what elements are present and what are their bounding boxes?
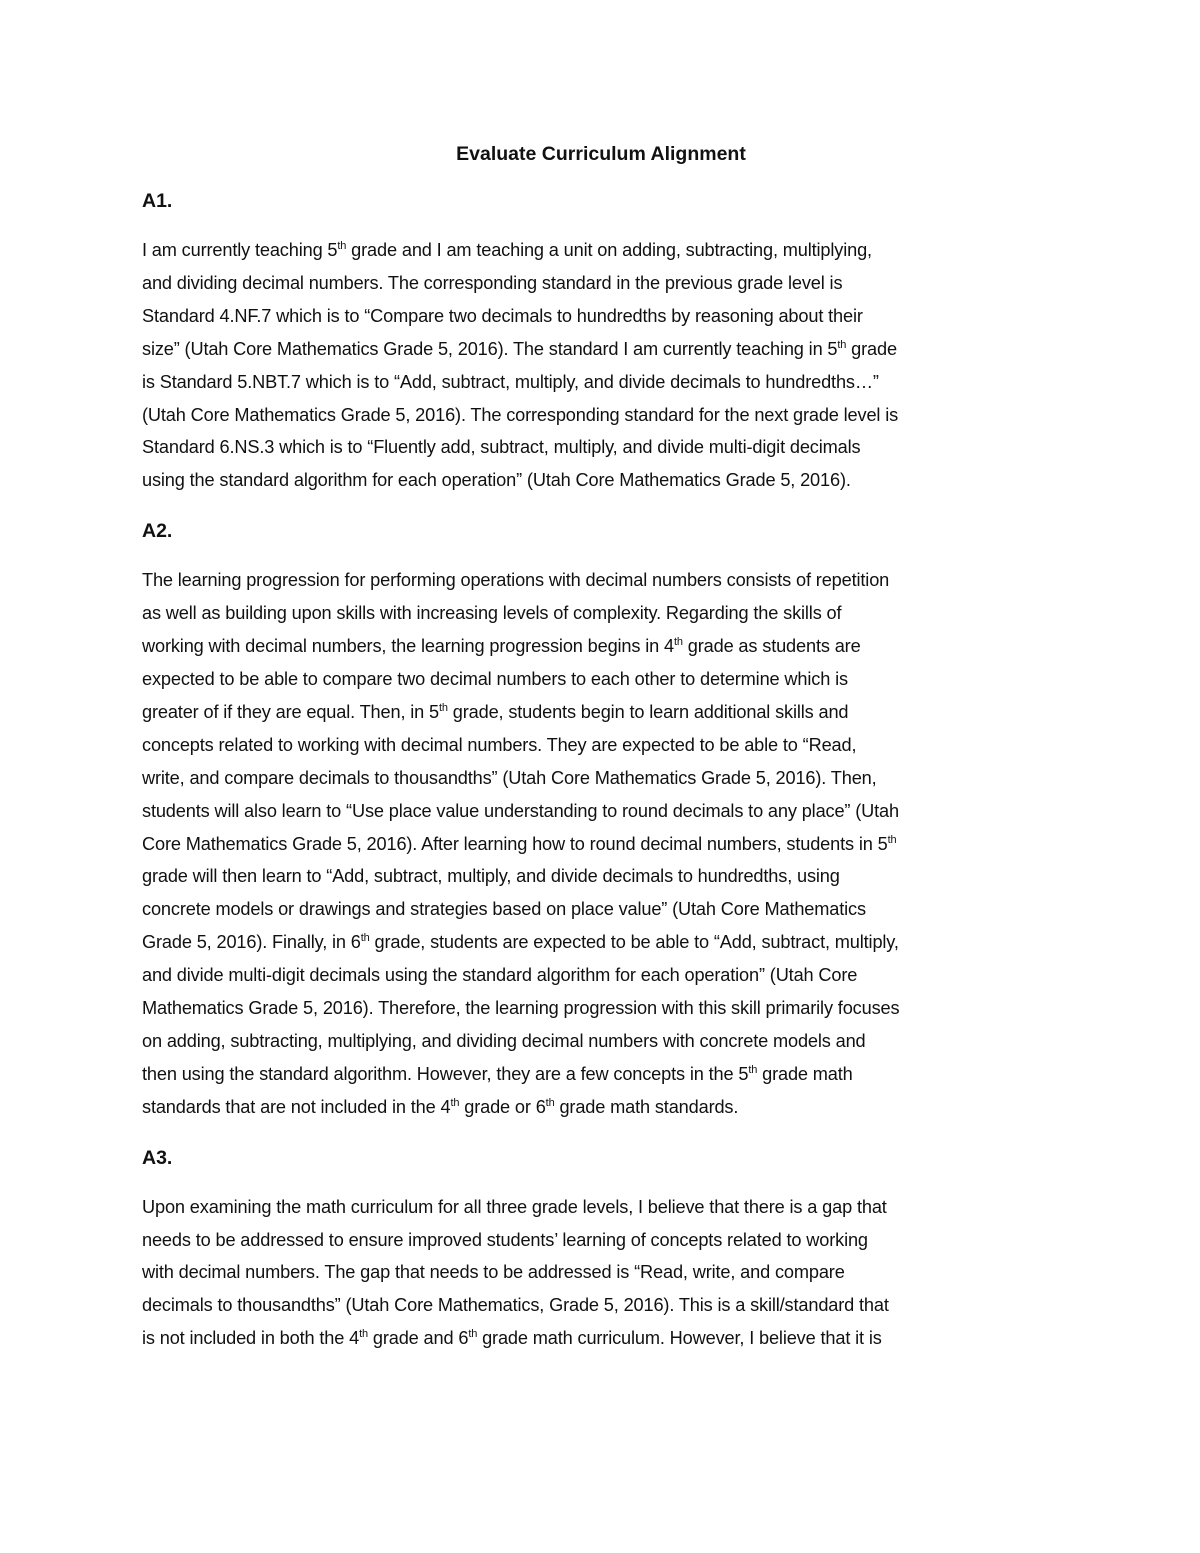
paragraph-line: then using the standard algorithm. However, they are a few concepts in the 5th grade math [142, 1063, 853, 1084]
ordinal-superscript: th [748, 1063, 758, 1076]
ordinal-superscript: th [545, 1096, 555, 1109]
paragraph-line: concepts related to working with decimal numbers. They are expected to be able to “Read, [142, 734, 857, 755]
paragraph-line: as well as building upon skills with increasing levels of complexity. Regarding the skills of [142, 603, 842, 624]
paragraph-line: Grade 5, 2016). Finally, in 6th grade, students are expected to be able to “Add, subtract, multiply, [142, 932, 899, 953]
paragraph-line: grade will then learn to “Add, subtract, multiply, and divide decimals to hundredths, using [142, 866, 840, 887]
paragraph-line: write, and compare decimals to thousandths” (Utah Core Mathematics Grade 5, 2016). Then, [142, 767, 877, 788]
ordinal-superscript: th [337, 240, 347, 252]
paragraph-line: students will also learn to “Use place value understanding to round decimals to any place” (Utah [142, 800, 899, 821]
ordinal-superscript: th [673, 636, 683, 649]
section-paragraph [142, 564, 1060, 1123]
paragraph-line: Standard 6.NS.3 which is to “Fluently add, subtract, multiply, and divide multi-digit decimals [142, 437, 861, 458]
section-paragraph [142, 234, 1060, 497]
paragraph-line: standards that are not included in the 4th grade or 6th grade math standards. [142, 1096, 739, 1117]
paragraph-line: and divide multi-digit decimals using the standard algorithm for each operation” (Utah Core [142, 965, 858, 986]
section-heading: A1. [142, 190, 173, 212]
paragraph-line: (Utah Core Mathematics Grade 5, 2016). The corresponding standard for the next grade level is [142, 404, 899, 425]
document-title: Evaluate Curriculum Alignment [456, 143, 746, 165]
paragraph-line: I am currently teaching 5th grade and I am teaching a unit on adding, subtracting, multiplying, [142, 240, 872, 260]
paragraph-line: needs to be addressed to ensure improved students’ learning of concepts related to working [142, 1229, 868, 1250]
ordinal-superscript: th [837, 338, 847, 351]
ordinal-superscript: th [359, 1328, 368, 1341]
paragraph-line: working with decimal numbers, the learning progression begins in 4th grade as students are [142, 636, 861, 657]
ordinal-superscript: th [438, 701, 448, 714]
paragraph-line: Upon examining the math curriculum for all three grade levels, I believe that there is a gap that [142, 1196, 887, 1217]
section-paragraph [142, 1191, 1060, 1356]
document-sections [142, 186, 1060, 1355]
ordinal-superscript: th [887, 833, 897, 846]
paragraph-line: Mathematics Grade 5, 2016). Therefore, the learning progression with this skill primarily focuses [142, 998, 900, 1019]
paragraph-line: is not included in both the 4th grade and 6th grade math curriculum. However, I believe that it is [142, 1328, 882, 1349]
ordinal-superscript: th [468, 1328, 478, 1341]
paragraph-line: decimals to thousandths” (Utah Core Mathematics, Grade 5, 2016). This is a skill/standard that [142, 1295, 889, 1316]
ordinal-superscript: th [450, 1096, 460, 1109]
document-body [142, 138, 1060, 1374]
paragraph-line: is Standard 5.NBT.7 which is to “Add, subtract, multiply, and divide decimals to hundredths…” [142, 371, 879, 392]
ordinal-superscript: th [360, 932, 370, 945]
paragraph-line: concrete models or drawings and strategies based on place value” (Utah Core Mathematics [142, 899, 866, 920]
paragraph-line: The learning progression for performing operations with decimal numbers consists of repetition [142, 570, 890, 591]
paragraph-line: Core Mathematics Grade 5, 2016). After learning how to round decimal numbers, students in 5th [142, 833, 897, 854]
paragraph-line: size” (Utah Core Mathematics Grade 5, 2016). The standard I am currently teaching in 5th grade [142, 338, 897, 359]
paragraph-line: greater of if they are equal. Then, in 5th grade, students begin to learn additional skills and [142, 701, 849, 722]
paragraph-line: and dividing decimal numbers. The corresponding standard in the previous grade level is [142, 272, 843, 293]
paragraph-line: on adding, subtracting, multiplying, and dividing decimal numbers with concrete models and [142, 1030, 866, 1051]
section-heading: A3. [142, 1146, 173, 1169]
paragraph-line: Standard 4.NF.7 which is to “Compare two decimals to hundredths by reasoning about their [142, 305, 863, 326]
paragraph-line: expected to be able to compare two decimal numbers to each other to determine which is [142, 668, 848, 689]
section-heading: A2. [142, 520, 173, 543]
paragraph-line: with decimal numbers. The gap that needs to be addressed is “Read, write, and compare [142, 1262, 845, 1283]
paragraph-line: using the standard algorithm for each operation” (Utah Core Mathematics Grade 5, 2016). [142, 470, 851, 491]
